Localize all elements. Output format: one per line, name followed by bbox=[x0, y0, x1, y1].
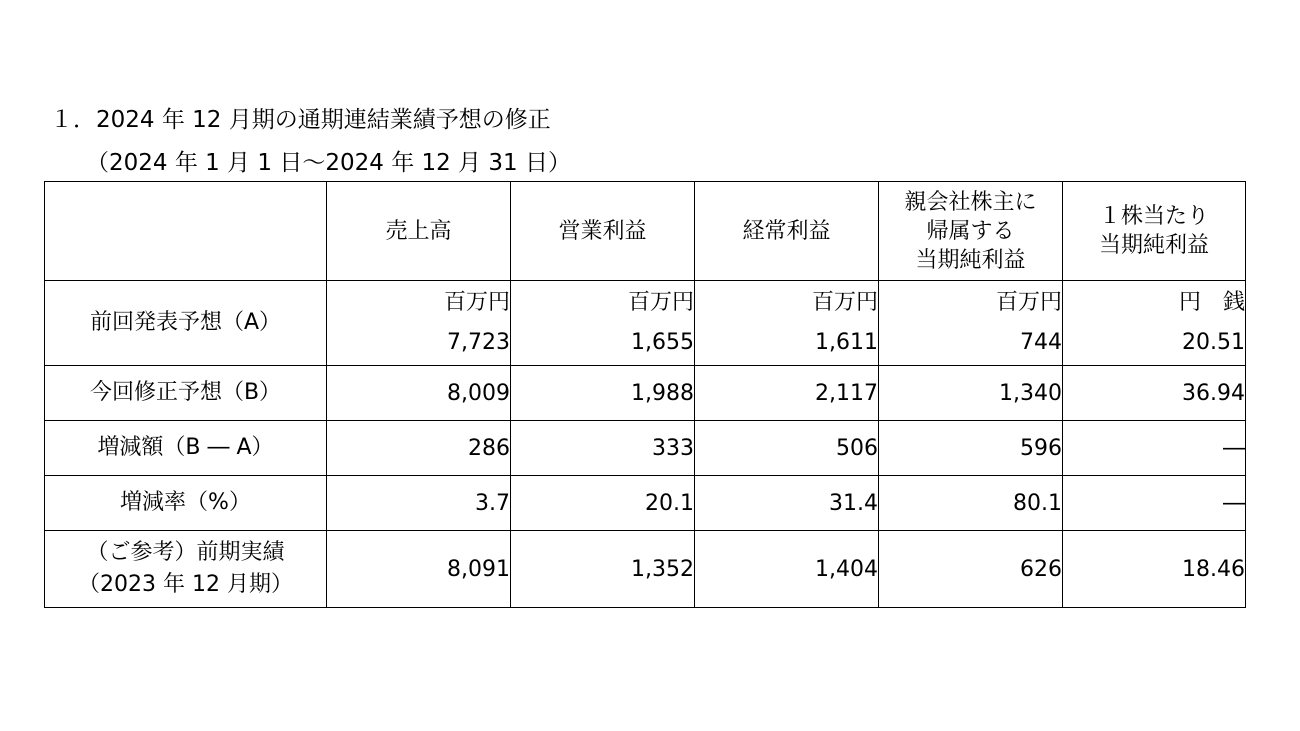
unit-label: 百万円 bbox=[995, 290, 1062, 315]
cell-value: 7,723 bbox=[447, 330, 510, 355]
cell-value: 36.94 bbox=[1063, 366, 1246, 421]
cell-value: 8,009 bbox=[327, 366, 511, 421]
header-cell-operating-profit bbox=[511, 182, 695, 281]
row-label bbox=[45, 421, 327, 476]
cell-value: ― bbox=[1063, 476, 1246, 531]
table-row-change-rate bbox=[45, 476, 1246, 531]
page-title: １．2024 年 12 月期の通期連結業績予想の修正 bbox=[50, 107, 551, 133]
row-label-text: 増減額（B ― A） bbox=[97, 435, 274, 460]
row-label-text: 前回発表予想（A） bbox=[89, 310, 282, 335]
header-line: 売上高 bbox=[385, 218, 452, 244]
row-label bbox=[45, 476, 327, 531]
cell-value: 1,611 bbox=[815, 330, 878, 355]
value-cell bbox=[1063, 281, 1246, 366]
cell-value: 744 bbox=[1020, 330, 1062, 355]
cell-value: 333 bbox=[511, 421, 695, 476]
header-line: 親会社株主に bbox=[904, 189, 1037, 215]
cell-value: ― bbox=[1063, 421, 1246, 476]
row-label bbox=[45, 281, 327, 366]
header-line: 当期純利益 bbox=[915, 247, 1026, 273]
unit-label: 円 銭 bbox=[1178, 290, 1245, 315]
cell-value: 286 bbox=[327, 421, 511, 476]
value-cell bbox=[879, 281, 1063, 366]
cell-value: 1,340 bbox=[879, 366, 1063, 421]
cell-value: 1,404 bbox=[695, 531, 879, 608]
cell-value: 8,091 bbox=[327, 531, 511, 608]
row-label-text: （2023 年 12 月期） bbox=[78, 572, 293, 597]
row-label-text: 増減率（%） bbox=[120, 490, 251, 515]
table-row-change-amount bbox=[45, 421, 1246, 476]
cell-value: 1,352 bbox=[511, 531, 695, 608]
table-row-previous-forecast bbox=[45, 281, 1246, 366]
unit-label: 百万円 bbox=[627, 290, 694, 315]
period-subtitle: （2024 年 1 月 1 日～2024 年 12 月 31 日） bbox=[86, 150, 571, 176]
table-row-revised-forecast bbox=[45, 366, 1246, 421]
cell-value: 1,655 bbox=[631, 330, 694, 355]
header-cell-net-income-parent bbox=[879, 182, 1063, 281]
header-line: 帰属する bbox=[926, 218, 1015, 244]
cell-value: 20.1 bbox=[511, 476, 695, 531]
value-cell bbox=[695, 281, 879, 366]
cell-value: 3.7 bbox=[327, 476, 511, 531]
header-line: 営業利益 bbox=[558, 218, 647, 244]
header-line: 当期純利益 bbox=[1098, 233, 1209, 258]
header-cell-eps bbox=[1063, 182, 1246, 281]
forecast-table bbox=[44, 181, 1246, 608]
cell-value: 80.1 bbox=[879, 476, 1063, 531]
cell-value: 596 bbox=[879, 421, 1063, 476]
table-row-prior-year-actual bbox=[45, 531, 1246, 608]
value-cell bbox=[327, 281, 511, 366]
row-label-text: （ご参考）前期実績 bbox=[86, 540, 285, 565]
row-label-text: 今回修正予想（B） bbox=[89, 380, 282, 405]
header-cell-net-sales bbox=[327, 182, 511, 281]
header-line: 経常利益 bbox=[742, 218, 831, 244]
row-label bbox=[45, 366, 327, 421]
value-cell bbox=[511, 281, 695, 366]
header-cell-blank bbox=[45, 182, 327, 281]
header-cell-ordinary-profit bbox=[695, 182, 879, 281]
cell-value: 506 bbox=[695, 421, 879, 476]
row-label bbox=[45, 531, 327, 608]
cell-value: 1,988 bbox=[511, 366, 695, 421]
cell-value: 20.51 bbox=[1182, 330, 1245, 355]
cell-value: 626 bbox=[879, 531, 1063, 608]
header-row bbox=[45, 182, 1246, 281]
unit-label: 百万円 bbox=[443, 290, 510, 315]
unit-label: 百万円 bbox=[811, 290, 878, 315]
cell-value: 2,117 bbox=[695, 366, 879, 421]
cell-value: 31.4 bbox=[695, 476, 879, 531]
header-line: １株当たり bbox=[1098, 204, 1209, 229]
cell-value: 18.46 bbox=[1063, 531, 1246, 608]
